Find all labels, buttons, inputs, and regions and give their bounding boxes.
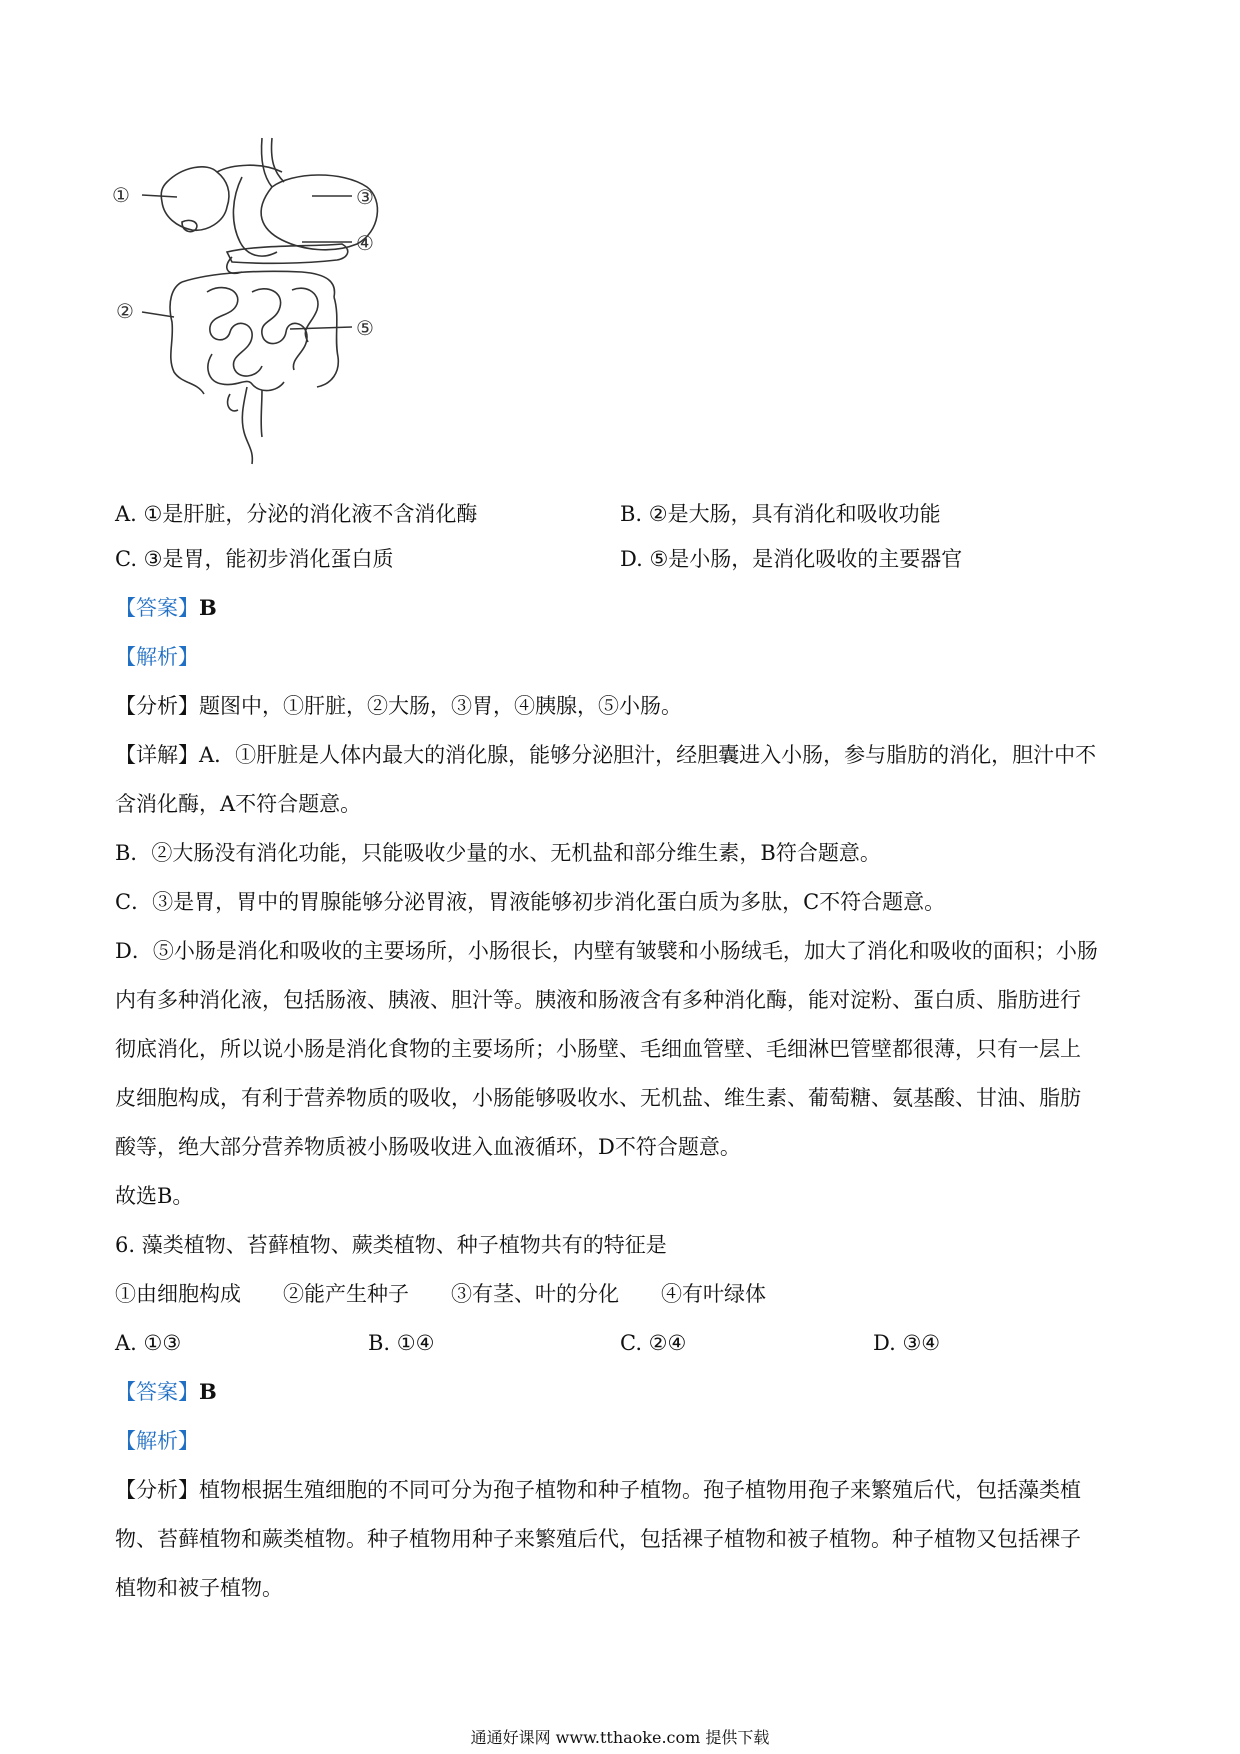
q5-xiangjie-line-4: D．⑤小肠是消化和吸收的主要场所，小肠很长，内壁有皱襞和小肠绒毛，加大了消化和吸收的面积；小肠 <box>115 939 1098 963</box>
label-4: ④ <box>356 231 374 255</box>
q6-option-a: A. ①③ <box>115 1331 182 1355</box>
q6-analysis-tag <box>115 1426 199 1456</box>
q5-xiangjie-line-8: 酸等，绝大部分营养物质被小肠吸收进入血液循环，D不符合题意。 <box>115 1135 741 1159</box>
analysis-tag: 【解析】 <box>115 1429 199 1453</box>
q6-option-c: C. ②④ <box>620 1331 687 1355</box>
q5-fenxi-line <box>115 691 682 721</box>
page-footer: 通通好课网 www.tthaoke.com 提供下载 <box>470 1728 770 1747</box>
label-3: ③ <box>356 185 374 209</box>
answer-tag: 【答案】 <box>115 1380 199 1404</box>
q6-answer-line <box>115 1377 217 1407</box>
fenxi-text: 题图中，①肝脏，②大肠，③胃，④胰腺，⑤小肠。 <box>199 694 682 718</box>
q5-conclusion: 故选B。 <box>115 1184 194 1208</box>
q6-fenxi-line-2: 植物和被子植物。 <box>115 1576 283 1600</box>
q5-xiangjie-line-7: 皮细胞构成，有利于营养物质的吸收，小肠能够吸收水、无机盐、维生素、葡萄糖、氨基酸、甘油、脂肪 <box>115 1086 1081 1110</box>
q5-answer-line <box>115 593 217 623</box>
q5-xiangjie-line-2: B．②大肠没有消化功能，只能吸收少量的水、无机盐和部分维生素，B符合题意。 <box>115 841 881 865</box>
q5-option-a: A. ①是肝脏，分泌的消化液不含消化酶 <box>115 502 478 526</box>
q5-xiangjie-line-1: 含消化酶，A不符合题意。 <box>115 792 362 816</box>
label-5: ⑤ <box>356 316 374 340</box>
q5-analysis-tag <box>115 642 199 672</box>
fenxi-tag: 【分析】 <box>115 1478 199 1502</box>
q5-option-c: C. ③是胃，能初步消化蛋白质 <box>115 547 394 571</box>
xiangjie-tag: 【详解】 <box>115 743 199 767</box>
digestive-system-diagram <box>112 132 432 472</box>
answer-value: B <box>199 595 217 620</box>
fenxi-text: 植物根据生殖细胞的不同可分为孢子植物和种子植物。孢子植物用孢子来繁殖后代，包括藻类植 <box>199 1478 1081 1502</box>
q5-xiangjie-line-3: C．③是胃，胃中的胃腺能够分泌胃液，胃液能够初步消化蛋白质为多肽，C不符合题意。 <box>115 890 946 914</box>
answer-value: B <box>199 1379 217 1404</box>
q6-option-b: B. ①④ <box>368 1331 435 1355</box>
q6-items: ①由细胞构成 ②能产生种子 ③有茎、叶的分化 ④有叶绿体 <box>115 1282 766 1306</box>
q5-xiangjie-line-0 <box>115 740 1096 770</box>
q5-option-b: B. ②是大肠，具有消化和吸收功能 <box>620 502 941 526</box>
fenxi-tag: 【分析】 <box>115 694 199 718</box>
xiangjie-text: A．①肝脏是人体内最大的消化腺，能够分泌胆汁，经胆囊进入小肠，参与脂肪的消化，胆汁中不 <box>199 743 1097 767</box>
q6-stem: 6. 藻类植物、苔藓植物、蕨类植物、种子植物共有的特征是 <box>115 1233 667 1257</box>
q5-xiangjie-line-5: 内有多种消化液，包括肠液、胰液、胆汁等。胰液和肠液含有多种消化酶，能对淀粉、蛋白质、脂肪进行 <box>115 988 1081 1012</box>
q5-xiangjie-line-6: 彻底消化，所以说小肠是消化食物的主要场所；小肠壁、毛细血管壁、毛细淋巴管壁都很薄，只有一层上 <box>115 1037 1081 1061</box>
q6-fenxi-line-0 <box>115 1475 1081 1505</box>
analysis-tag: 【解析】 <box>115 645 199 669</box>
q6-fenxi-line-1: 物、苔藓植物和蕨类植物。种子植物用种子来繁殖后代，包括裸子植物和被子植物。种子植物又包括裸子 <box>115 1527 1081 1551</box>
digestive-system-figure <box>112 132 432 472</box>
label-1: ① <box>112 183 130 207</box>
label-2: ② <box>116 299 134 323</box>
answer-tag: 【答案】 <box>115 596 199 620</box>
q6-option-d: D. ③④ <box>873 1331 941 1355</box>
q5-option-d: D. ⑤是小肠，是消化吸收的主要器官 <box>620 547 963 571</box>
